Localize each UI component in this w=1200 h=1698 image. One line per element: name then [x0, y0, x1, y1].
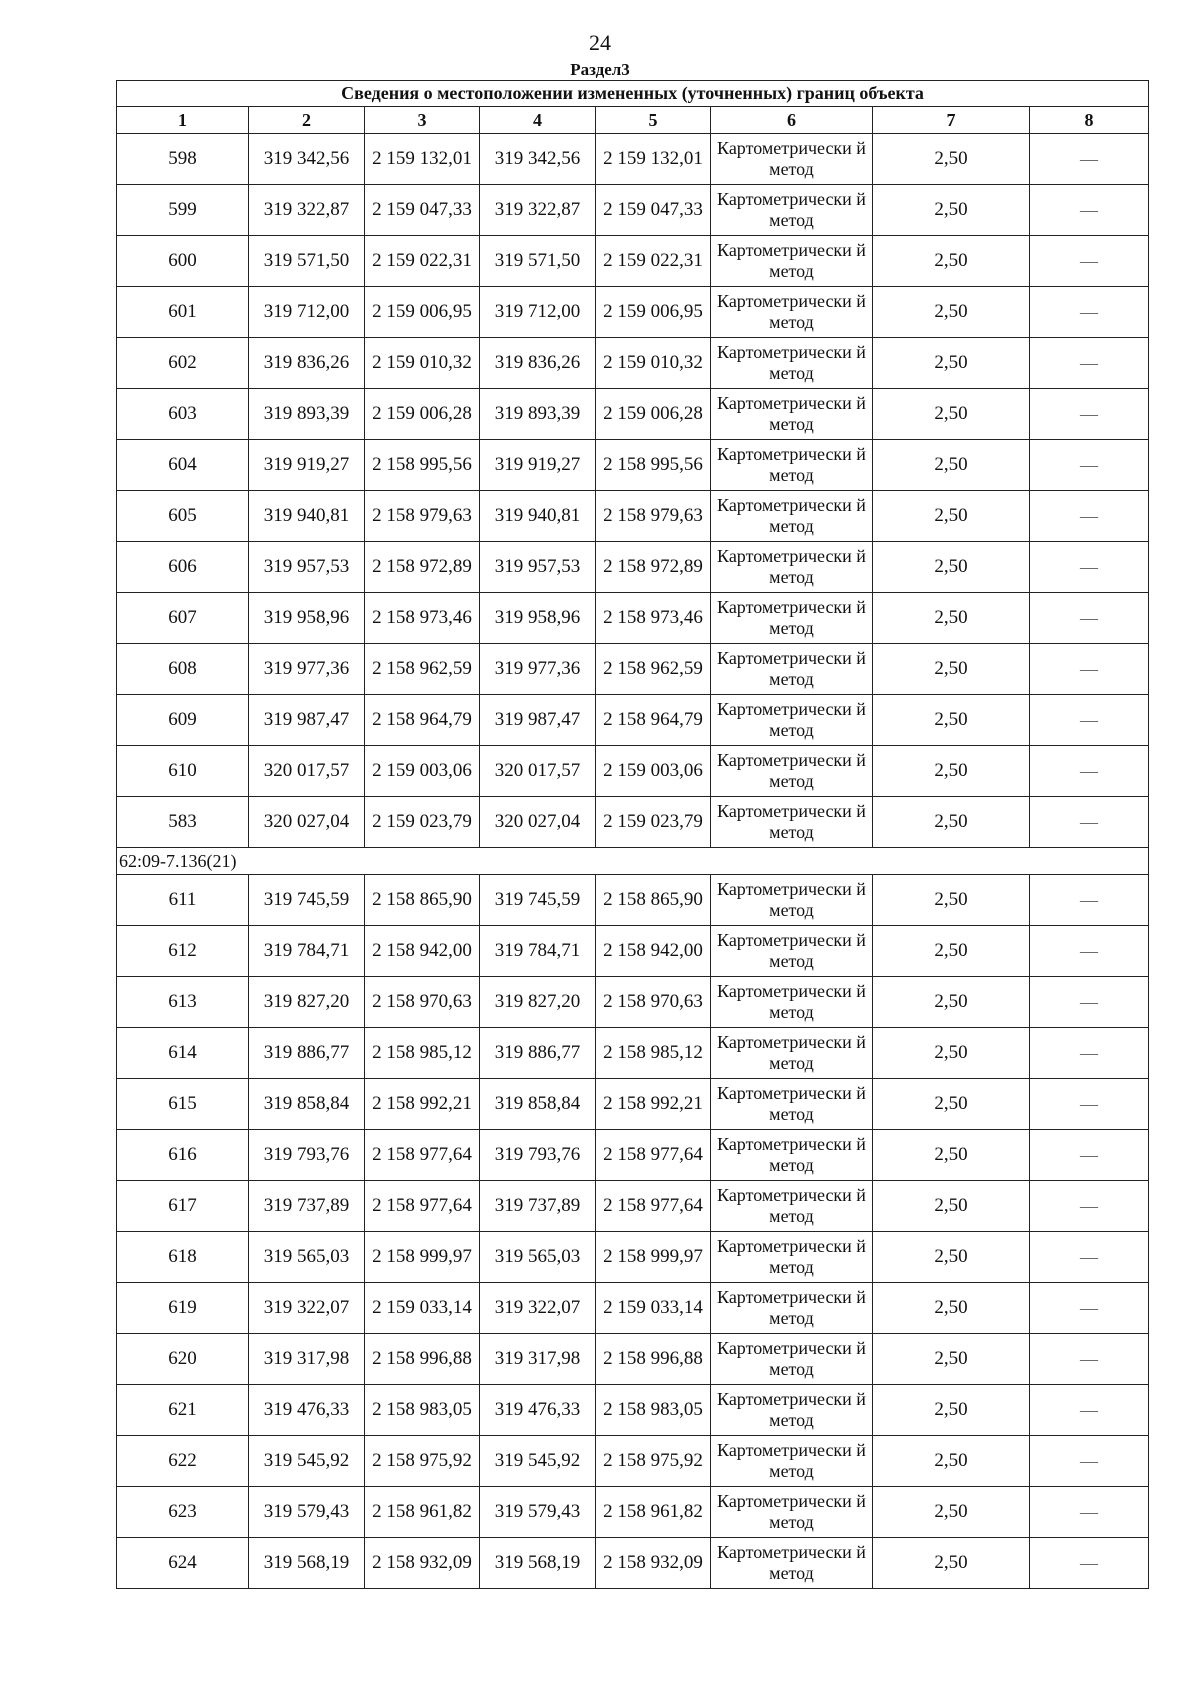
point-number-cell: 601 [117, 287, 249, 338]
accuracy-cell: 2,50 [873, 1283, 1030, 1334]
note-cell: — [1030, 797, 1149, 848]
note-cell: — [1030, 1334, 1149, 1385]
accuracy-cell: 2,50 [873, 746, 1030, 797]
x-updated-cell: 319 836,26 [480, 338, 596, 389]
group-label: 62:09-7.136(21) [117, 848, 1149, 875]
method-cell: Картометрически й метод [711, 1130, 873, 1181]
table-row [117, 1283, 1149, 1334]
method-cell: Картометрически й метод [711, 875, 873, 926]
y-existing-cell: 2 158 983,05 [365, 1385, 480, 1436]
x-existing-cell: 319 940,81 [249, 491, 365, 542]
y-existing-cell: 2 158 977,64 [365, 1130, 480, 1181]
x-existing-cell: 320 027,04 [249, 797, 365, 848]
note-cell: — [1030, 287, 1149, 338]
y-updated-cell: 2 159 132,01 [596, 134, 711, 185]
y-existing-cell: 2 158 970,63 [365, 977, 480, 1028]
note-cell: — [1030, 1028, 1149, 1079]
y-updated-cell: 2 158 970,63 [596, 977, 711, 1028]
y-existing-cell: 2 158 979,63 [365, 491, 480, 542]
method-cell: Картометрически й метод [711, 338, 873, 389]
x-updated-cell: 320 017,57 [480, 746, 596, 797]
method-cell: Картометрически й метод [711, 746, 873, 797]
table-row [117, 1436, 1149, 1487]
y-updated-cell: 2 158 865,90 [596, 875, 711, 926]
y-updated-cell: 2 158 977,64 [596, 1181, 711, 1232]
y-updated-cell: 2 158 961,82 [596, 1487, 711, 1538]
x-existing-cell: 319 836,26 [249, 338, 365, 389]
accuracy-cell: 2,50 [873, 1079, 1030, 1130]
accuracy-cell: 2,50 [873, 491, 1030, 542]
accuracy-cell: 2,50 [873, 338, 1030, 389]
y-updated-cell: 2 158 932,09 [596, 1538, 711, 1589]
table-row [117, 134, 1149, 185]
y-existing-cell: 2 158 985,12 [365, 1028, 480, 1079]
x-updated-cell: 319 317,98 [480, 1334, 596, 1385]
table-row [117, 1538, 1149, 1589]
y-existing-cell: 2 159 023,79 [365, 797, 480, 848]
x-updated-cell: 319 893,39 [480, 389, 596, 440]
point-number-cell: 600 [117, 236, 249, 287]
table-row [117, 644, 1149, 695]
y-updated-cell: 2 159 006,28 [596, 389, 711, 440]
x-updated-cell: 319 712,00 [480, 287, 596, 338]
point-number-cell: 620 [117, 1334, 249, 1385]
point-number-cell: 599 [117, 185, 249, 236]
y-updated-cell: 2 159 006,95 [596, 287, 711, 338]
note-cell: — [1030, 1283, 1149, 1334]
point-number-cell: 583 [117, 797, 249, 848]
x-existing-cell: 319 322,87 [249, 185, 365, 236]
x-existing-cell: 319 886,77 [249, 1028, 365, 1079]
table-row [117, 338, 1149, 389]
method-cell: Картометрически й метод [711, 977, 873, 1028]
table-row [117, 236, 1149, 287]
table-row [117, 542, 1149, 593]
column-number-7: 7 [873, 107, 1030, 134]
y-existing-cell: 2 158 977,64 [365, 1181, 480, 1232]
method-cell: Картометрически й метод [711, 185, 873, 236]
column-number-8: 8 [1030, 107, 1149, 134]
x-existing-cell: 319 565,03 [249, 1232, 365, 1283]
table-row [117, 185, 1149, 236]
x-existing-cell: 319 571,50 [249, 236, 365, 287]
point-number-cell: 618 [117, 1232, 249, 1283]
method-cell: Картометрически й метод [711, 1283, 873, 1334]
x-existing-cell: 319 784,71 [249, 926, 365, 977]
column-number-4: 4 [480, 107, 596, 134]
y-updated-cell: 2 159 022,31 [596, 236, 711, 287]
method-cell: Картометрически й метод [711, 491, 873, 542]
point-number-cell: 602 [117, 338, 249, 389]
accuracy-cell: 2,50 [873, 1130, 1030, 1181]
x-updated-cell: 319 737,89 [480, 1181, 596, 1232]
point-number-cell: 606 [117, 542, 249, 593]
y-existing-cell: 2 158 999,97 [365, 1232, 480, 1283]
y-existing-cell: 2 158 932,09 [365, 1538, 480, 1589]
y-existing-cell: 2 159 047,33 [365, 185, 480, 236]
y-existing-cell: 2 159 006,95 [365, 287, 480, 338]
point-number-cell: 621 [117, 1385, 249, 1436]
column-number-3: 3 [365, 107, 480, 134]
x-updated-cell: 319 322,07 [480, 1283, 596, 1334]
table-body-section-a [117, 134, 1149, 848]
note-cell: — [1030, 338, 1149, 389]
note-cell: — [1030, 746, 1149, 797]
table-row [117, 875, 1149, 926]
table-row [117, 746, 1149, 797]
note-cell: — [1030, 875, 1149, 926]
method-cell: Картометрически й метод [711, 542, 873, 593]
method-cell: Картометрически й метод [711, 236, 873, 287]
note-cell: — [1030, 926, 1149, 977]
point-number-cell: 608 [117, 644, 249, 695]
point-number-cell: 624 [117, 1538, 249, 1589]
boundary-coordinates-table [116, 80, 1149, 1589]
method-cell: Картометрически й метод [711, 1436, 873, 1487]
y-existing-cell: 2 158 962,59 [365, 644, 480, 695]
x-updated-cell: 319 476,33 [480, 1385, 596, 1436]
note-cell: — [1030, 440, 1149, 491]
point-number-cell: 619 [117, 1283, 249, 1334]
table-row [117, 926, 1149, 977]
x-existing-cell: 319 579,43 [249, 1487, 365, 1538]
group-row [117, 848, 1149, 875]
note-cell: — [1030, 695, 1149, 746]
y-updated-cell: 2 158 985,12 [596, 1028, 711, 1079]
y-updated-cell: 2 158 999,97 [596, 1232, 711, 1283]
x-existing-cell: 320 017,57 [249, 746, 365, 797]
table-body-section-b [117, 875, 1149, 1589]
x-updated-cell: 319 987,47 [480, 695, 596, 746]
x-updated-cell: 319 579,43 [480, 1487, 596, 1538]
x-existing-cell: 319 987,47 [249, 695, 365, 746]
accuracy-cell: 2,50 [873, 185, 1030, 236]
note-cell: — [1030, 1436, 1149, 1487]
y-existing-cell: 2 158 964,79 [365, 695, 480, 746]
y-existing-cell: 2 159 022,31 [365, 236, 480, 287]
accuracy-cell: 2,50 [873, 875, 1030, 926]
table-row [117, 440, 1149, 491]
method-cell: Картометрически й метод [711, 593, 873, 644]
x-existing-cell: 319 958,96 [249, 593, 365, 644]
x-existing-cell: 319 858,84 [249, 1079, 365, 1130]
x-updated-cell: 319 545,92 [480, 1436, 596, 1487]
table-row [117, 491, 1149, 542]
y-updated-cell: 2 158 975,92 [596, 1436, 711, 1487]
y-updated-cell: 2 158 972,89 [596, 542, 711, 593]
x-updated-cell: 319 342,56 [480, 134, 596, 185]
y-existing-cell: 2 158 942,00 [365, 926, 480, 977]
table-row [117, 1232, 1149, 1283]
point-number-cell: 610 [117, 746, 249, 797]
point-number-cell: 612 [117, 926, 249, 977]
method-cell: Картометрически й метод [711, 644, 873, 695]
accuracy-cell: 2,50 [873, 287, 1030, 338]
note-cell: — [1030, 977, 1149, 1028]
accuracy-cell: 2,50 [873, 797, 1030, 848]
accuracy-cell: 2,50 [873, 1436, 1030, 1487]
x-existing-cell: 319 317,98 [249, 1334, 365, 1385]
method-cell: Картометрически й метод [711, 287, 873, 338]
accuracy-cell: 2,50 [873, 1385, 1030, 1436]
table-group-section [117, 848, 1149, 875]
method-cell: Картометрически й метод [711, 695, 873, 746]
accuracy-cell: 2,50 [873, 1028, 1030, 1079]
point-number-cell: 603 [117, 389, 249, 440]
note-cell: — [1030, 1130, 1149, 1181]
accuracy-cell: 2,50 [873, 593, 1030, 644]
y-updated-cell: 2 158 973,46 [596, 593, 711, 644]
x-updated-cell: 319 919,27 [480, 440, 596, 491]
point-number-cell: 617 [117, 1181, 249, 1232]
method-cell: Картометрически й метод [711, 389, 873, 440]
accuracy-cell: 2,50 [873, 1181, 1030, 1232]
note-cell: — [1030, 491, 1149, 542]
table-caption: Сведения о местоположении измененных (уточненных) границ объекта [117, 81, 1149, 107]
y-updated-cell: 2 158 942,00 [596, 926, 711, 977]
table-row [117, 389, 1149, 440]
point-number-cell: 604 [117, 440, 249, 491]
y-updated-cell: 2 158 979,63 [596, 491, 711, 542]
note-cell: — [1030, 134, 1149, 185]
point-number-cell: 616 [117, 1130, 249, 1181]
point-number-cell: 613 [117, 977, 249, 1028]
method-cell: Картометрически й метод [711, 1232, 873, 1283]
point-number-cell: 605 [117, 491, 249, 542]
y-updated-cell: 2 159 010,32 [596, 338, 711, 389]
y-existing-cell: 2 158 972,89 [365, 542, 480, 593]
x-existing-cell: 319 827,20 [249, 977, 365, 1028]
accuracy-cell: 2,50 [873, 1487, 1030, 1538]
note-cell: — [1030, 1385, 1149, 1436]
point-number-cell: 623 [117, 1487, 249, 1538]
x-existing-cell: 319 545,92 [249, 1436, 365, 1487]
x-existing-cell: 319 745,59 [249, 875, 365, 926]
table-row [117, 1334, 1149, 1385]
x-updated-cell: 319 827,20 [480, 977, 596, 1028]
y-existing-cell: 2 159 003,06 [365, 746, 480, 797]
y-existing-cell: 2 158 961,82 [365, 1487, 480, 1538]
note-cell: — [1030, 1232, 1149, 1283]
note-cell: — [1030, 1181, 1149, 1232]
y-updated-cell: 2 158 962,59 [596, 644, 711, 695]
column-number-6: 6 [711, 107, 873, 134]
table-row [117, 1130, 1149, 1181]
x-updated-cell: 319 571,50 [480, 236, 596, 287]
method-cell: Картометрически й метод [711, 797, 873, 848]
method-cell: Картометрически й метод [711, 1181, 873, 1232]
y-existing-cell: 2 158 865,90 [365, 875, 480, 926]
x-updated-cell: 319 977,36 [480, 644, 596, 695]
method-cell: Картометрически й метод [711, 134, 873, 185]
point-number-cell: 614 [117, 1028, 249, 1079]
x-existing-cell: 319 476,33 [249, 1385, 365, 1436]
x-existing-cell: 319 712,00 [249, 287, 365, 338]
point-number-cell: 622 [117, 1436, 249, 1487]
accuracy-cell: 2,50 [873, 1538, 1030, 1589]
accuracy-cell: 2,50 [873, 389, 1030, 440]
table-row [117, 1385, 1149, 1436]
x-existing-cell: 319 893,39 [249, 389, 365, 440]
y-existing-cell: 2 158 975,92 [365, 1436, 480, 1487]
x-existing-cell: 319 793,76 [249, 1130, 365, 1181]
page-number: 24 [589, 30, 611, 55]
accuracy-cell: 2,50 [873, 542, 1030, 593]
x-updated-cell: 319 745,59 [480, 875, 596, 926]
method-cell: Картометрически й метод [711, 1079, 873, 1130]
accuracy-cell: 2,50 [873, 926, 1030, 977]
note-cell: — [1030, 542, 1149, 593]
x-updated-cell: 319 957,53 [480, 542, 596, 593]
x-updated-cell: 319 793,76 [480, 1130, 596, 1181]
section-title: Раздел3 [570, 60, 630, 79]
method-cell: Картометрически й метод [711, 1487, 873, 1538]
note-cell: — [1030, 644, 1149, 695]
y-updated-cell: 2 159 023,79 [596, 797, 711, 848]
column-number-2: 2 [249, 107, 365, 134]
point-number-cell: 611 [117, 875, 249, 926]
method-cell: Картометрически й метод [711, 1538, 873, 1589]
y-updated-cell: 2 158 964,79 [596, 695, 711, 746]
point-number-cell: 609 [117, 695, 249, 746]
y-existing-cell: 2 158 996,88 [365, 1334, 480, 1385]
x-existing-cell: 319 957,53 [249, 542, 365, 593]
x-existing-cell: 319 977,36 [249, 644, 365, 695]
accuracy-cell: 2,50 [873, 1334, 1030, 1385]
table-row [117, 1028, 1149, 1079]
x-updated-cell: 319 565,03 [480, 1232, 596, 1283]
note-cell: — [1030, 1079, 1149, 1130]
x-existing-cell: 319 919,27 [249, 440, 365, 491]
method-cell: Картометрически й метод [711, 440, 873, 491]
x-existing-cell: 319 342,56 [249, 134, 365, 185]
table-row [117, 593, 1149, 644]
x-updated-cell: 319 886,77 [480, 1028, 596, 1079]
accuracy-cell: 2,50 [873, 134, 1030, 185]
x-updated-cell: 319 940,81 [480, 491, 596, 542]
table-row [117, 977, 1149, 1028]
y-updated-cell: 2 159 003,06 [596, 746, 711, 797]
note-cell: — [1030, 1487, 1149, 1538]
y-updated-cell: 2 158 995,56 [596, 440, 711, 491]
x-updated-cell: 319 322,87 [480, 185, 596, 236]
y-existing-cell: 2 158 992,21 [365, 1079, 480, 1130]
y-existing-cell: 2 158 995,56 [365, 440, 480, 491]
accuracy-cell: 2,50 [873, 1232, 1030, 1283]
column-number-5: 5 [596, 107, 711, 134]
point-number-cell: 607 [117, 593, 249, 644]
x-updated-cell: 320 027,04 [480, 797, 596, 848]
y-existing-cell: 2 159 010,32 [365, 338, 480, 389]
x-updated-cell: 319 958,96 [480, 593, 596, 644]
y-updated-cell: 2 158 983,05 [596, 1385, 711, 1436]
point-number-cell: 615 [117, 1079, 249, 1130]
note-cell: — [1030, 236, 1149, 287]
x-existing-cell: 319 568,19 [249, 1538, 365, 1589]
y-updated-cell: 2 159 047,33 [596, 185, 711, 236]
table-row [117, 1181, 1149, 1232]
table-row [117, 695, 1149, 746]
accuracy-cell: 2,50 [873, 695, 1030, 746]
accuracy-cell: 2,50 [873, 977, 1030, 1028]
column-number-1: 1 [117, 107, 249, 134]
note-cell: — [1030, 185, 1149, 236]
method-cell: Картометрически й метод [711, 1334, 873, 1385]
note-cell: — [1030, 1538, 1149, 1589]
table-row [117, 1487, 1149, 1538]
point-number-cell: 598 [117, 134, 249, 185]
table-row [117, 797, 1149, 848]
x-updated-cell: 319 858,84 [480, 1079, 596, 1130]
y-updated-cell: 2 159 033,14 [596, 1283, 711, 1334]
x-updated-cell: 319 568,19 [480, 1538, 596, 1589]
method-cell: Картометрически й метод [711, 1385, 873, 1436]
y-existing-cell: 2 159 132,01 [365, 134, 480, 185]
x-updated-cell: 319 784,71 [480, 926, 596, 977]
method-cell: Картометрически й метод [711, 926, 873, 977]
y-updated-cell: 2 158 977,64 [596, 1130, 711, 1181]
y-updated-cell: 2 158 992,21 [596, 1079, 711, 1130]
y-updated-cell: 2 158 996,88 [596, 1334, 711, 1385]
method-cell: Картометрически й метод [711, 1028, 873, 1079]
y-existing-cell: 2 158 973,46 [365, 593, 480, 644]
note-cell: — [1030, 593, 1149, 644]
accuracy-cell: 2,50 [873, 440, 1030, 491]
accuracy-cell: 2,50 [873, 644, 1030, 695]
y-existing-cell: 2 159 033,14 [365, 1283, 480, 1334]
table-row [117, 1079, 1149, 1130]
table-row [117, 287, 1149, 338]
x-existing-cell: 319 737,89 [249, 1181, 365, 1232]
y-existing-cell: 2 159 006,28 [365, 389, 480, 440]
x-existing-cell: 319 322,07 [249, 1283, 365, 1334]
note-cell: — [1030, 389, 1149, 440]
accuracy-cell: 2,50 [873, 236, 1030, 287]
